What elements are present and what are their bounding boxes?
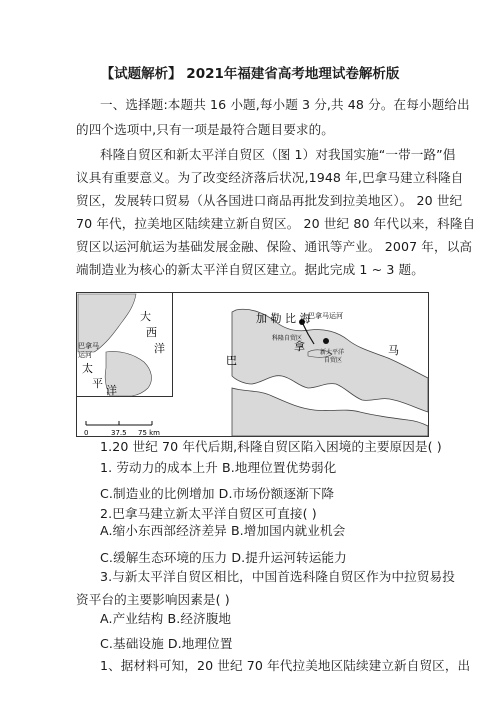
passage-line-6: 端制造业为核心的新太平洋自贸区建立。据此完成 1 ~ 3 题。 (76, 262, 424, 277)
canal-label: 巴拿马运河 (308, 312, 343, 320)
passage-line-5: 贸区以运河航运为基础发展金融、保险、通讯等产业。 2007 年，以高 (76, 239, 473, 254)
analysis-line-1: 1、据材料可知，20 世纪 70 年代拉美地区陆续建立新自贸区，出 (100, 658, 471, 673)
intro-line-1: 一、选择题:本题共 16 小题,每小题 3 分,共 48 分。在每小题给出 (100, 97, 470, 112)
question-1-options-cd: C.制造业的比例增加 D.市场份额逐渐下降 (100, 486, 335, 501)
inset-label-da: 大 (140, 310, 151, 323)
question-2-stem: 2.巴拿马建立新太平洋自贸区可直接( ) (100, 506, 317, 521)
passage-line-1: 科隆自贸区和新太平洋自贸区（图 1）对我国实施“一带一路”倡 (100, 147, 456, 162)
question-1-stem: 1.20 世纪 70 年代后期,科隆自贸区陷入困境的主要原因是( ) (100, 439, 442, 454)
passage-line-3: 贸区，发展转口贸易（从各国进口商品再批发到拉美地区）。 20 世纪 (76, 193, 463, 208)
scale-label-75: 75 km (138, 429, 161, 437)
inset-label-canal: 运河 (78, 351, 92, 359)
panama-char-1: 巴 (226, 354, 237, 367)
question-2-options-cd: C.缓解生态环境的压力 D.提升运河转运能力 (100, 550, 347, 565)
inset-label-panama: 巴拿马 (78, 342, 99, 350)
question-3-options-ab: A.产业结构 B.经济腹地 (100, 611, 232, 626)
scale-label-0: 0 (84, 429, 89, 437)
new-fz-marker (323, 338, 329, 344)
passage-line-2: 议具有重要意义。为了改变经济落后状况,1948 年,巴拿马建立科隆自 (76, 170, 464, 185)
colon-fz-label: 科隆自贸区 (272, 335, 303, 342)
panama-char-2: 拿 (294, 340, 305, 353)
new-fz-label-1: 新太平洋 (320, 349, 345, 356)
scale-label-37-5: 37.5 (111, 429, 127, 437)
document-title: 【试题解析】 2021年福建省高考地理试卷解析版 (100, 66, 400, 82)
inset-label-ping: 平 (92, 377, 103, 390)
question-3-stem: 3.与新太平洋自贸区相比，中国首选科隆自贸区作为中拉贸易投 (100, 569, 455, 584)
question-3-options-cd: C.基础设施 D.地理位置 (100, 636, 233, 651)
question-3-stem-cont: 资平台的主要影响因素是( ) (76, 592, 230, 607)
passage-line-4: 70 年代，拉美地区陆续建立新自贸区。 20 世纪 80 年代以来，科隆自 (76, 216, 476, 231)
inset-label-yang-2: 洋 (106, 384, 117, 397)
question-1-options-ab: 1. 劳动力的成本上升 B.地理位置优势弱化 (100, 460, 337, 475)
inset-label-yang-1: 洋 (154, 342, 165, 355)
new-fz-label-2: 自贸区 (324, 357, 343, 364)
panama-map-figure (76, 292, 429, 437)
inset-label-xi: 西 (146, 326, 157, 339)
panama-char-3: 马 (388, 344, 399, 357)
caribbean-sea-label: 加 勒 比 海 (256, 312, 311, 325)
inset-label-tai: 太 (82, 362, 93, 375)
question-2-options-ab: A.缩小东西部经济差异 B.增加国内就业机会 (100, 523, 346, 538)
intro-line-2: 的四个选项中,只有一项是最符合题目要求的。 (76, 122, 334, 137)
